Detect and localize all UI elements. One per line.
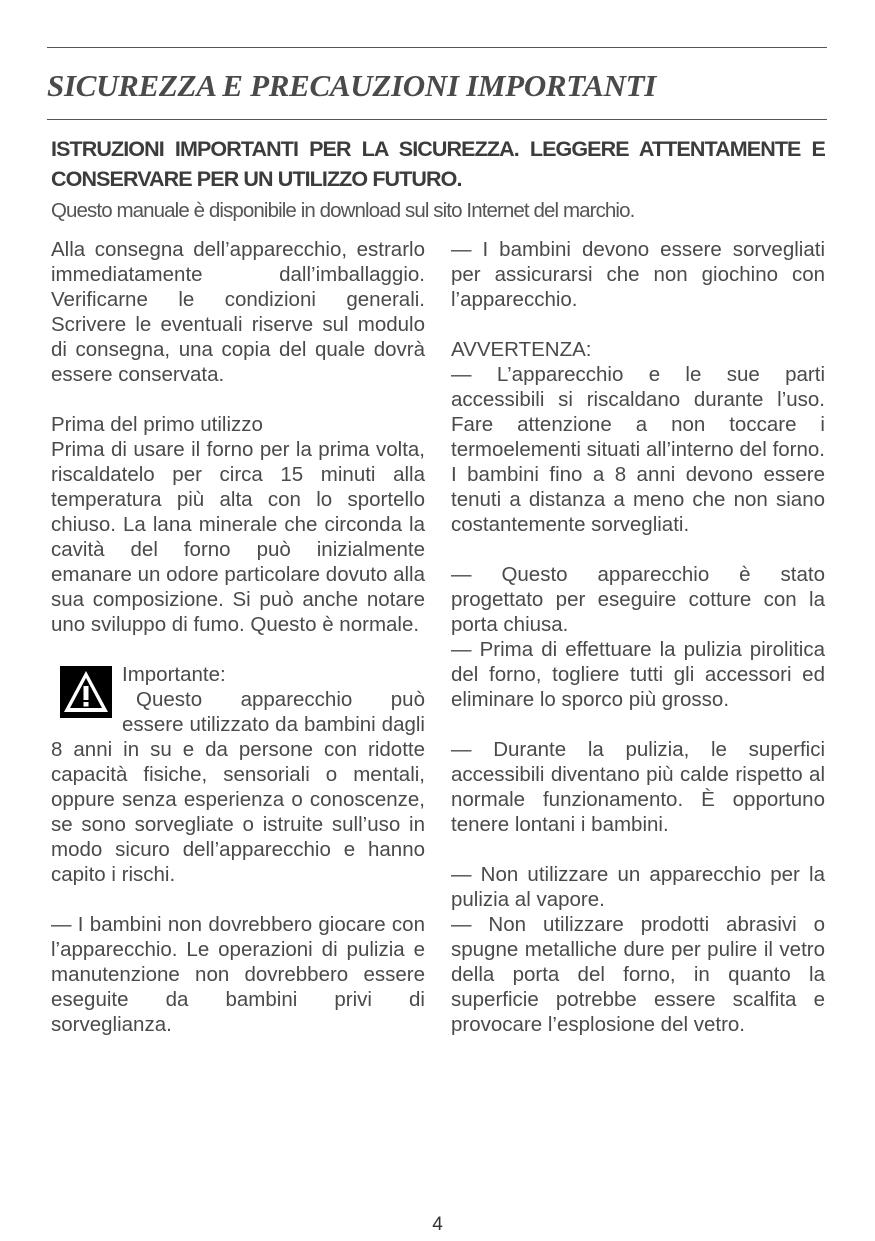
intro-section (51, 134, 825, 228)
important-block (51, 662, 425, 887)
important-paragraph: Questo apparecchio può essere utilizzato da bambini dagli 8 anni in su e da persone con ridotte capacità fisiche, sensoriali o mentali, oppure senza esperienza o conoscenze, se sono sorvegliate o istruite sull’uso in modo sicuro dell’apparecchio e hanno capito i rischi. (51, 688, 425, 886)
no-abrasive-paragraph: — Non utilizzare prodotti abrasivi o spugne metalliche dure per pulire il vetro della porta del forno, in quanto la superficie potrebbe essere scalfita e provocare l’esplosione del vetro. (451, 913, 825, 1036)
supervise-paragraph: — I bambini devono essere sorvegliati per assicurarsi che non giochino con l’apparecchio. (451, 238, 825, 311)
warning-heading: AVVERTENZA: (451, 338, 592, 361)
warning-triangle-icon (60, 666, 112, 718)
children-play-paragraph: — I bambini non dovrebbero giocare con l’apparecchio. Le operazioni di pulizia e manutenzione non dovrebbero essere eseguite da bambini privi di sorveglianza. (51, 913, 425, 1036)
title-rule (47, 119, 827, 120)
safety-instructions-heading: ISTRUZIONI IMPORTANTI PER LA SICUREZZA. LEGGERE ATTENTAMENTE E CONSERVARE PER UN UTILIZZO FUTURO. (51, 137, 825, 191)
warning-paragraph: — L’apparecchio e le sue parti accessibili si riscaldano durante l’uso. Fare attenzione a non toccare i termoelementi situati all’interno del forno. I bambini fino a 8 anni devono essere tenuti a distanza a meno che non siano costantemente sorvegliati. (451, 363, 825, 536)
download-note: Questo manuale è disponibile in download sul sito Internet del marchio. (51, 199, 635, 222)
top-rule (47, 47, 827, 48)
cleaning-hot-paragraph: — Durante la pulizia, le superfici accessibili diventano più calde rispetto al normale funzionamento. È opportuno tenere lontani i bambini. (451, 738, 825, 836)
delivery-paragraph: Alla consegna dell’apparecchio, estrarlo immediatamente dall’imballaggio. Verificarne le condizioni generali. Scrivere le eventuali riserve sul modulo di consegna, una copia del quale dovrà essere conservata. (51, 238, 425, 386)
first-use-paragraph: Prima di usare il forno per la prima volta, riscaldatelo per circa 15 minuti alla temperatura più alta con lo sportello chiuso. La lana minerale che circonda la cavità del forno può inizialmente emanare un odore particolare dovuto alla sua composizione. Si può anche notare uno sviluppo di fumo. Questo è normale. (51, 438, 425, 636)
page-number: 4 (432, 1214, 443, 1235)
no-steam-paragraph: — Non utilizzare un apparecchio per la pulizia al vapore. (451, 863, 825, 911)
page-title: SICUREZZA E PRECAUZIONI IMPORTANTI (47, 68, 657, 103)
left-column (51, 237, 425, 1062)
important-label: Importante: (122, 663, 226, 686)
right-column (451, 237, 825, 1062)
pyrolytic-paragraph: — Prima di effettuare la pulizia pirolitica del forno, togliere tutti gli accessori ed eliminare lo sporco più grosso. (451, 638, 825, 711)
first-use-heading: Prima del primo utilizzo (51, 413, 263, 436)
closed-door-paragraph: — Questo apparecchio è stato progettato per eseguire cotture con la porta chiusa. (451, 563, 825, 636)
